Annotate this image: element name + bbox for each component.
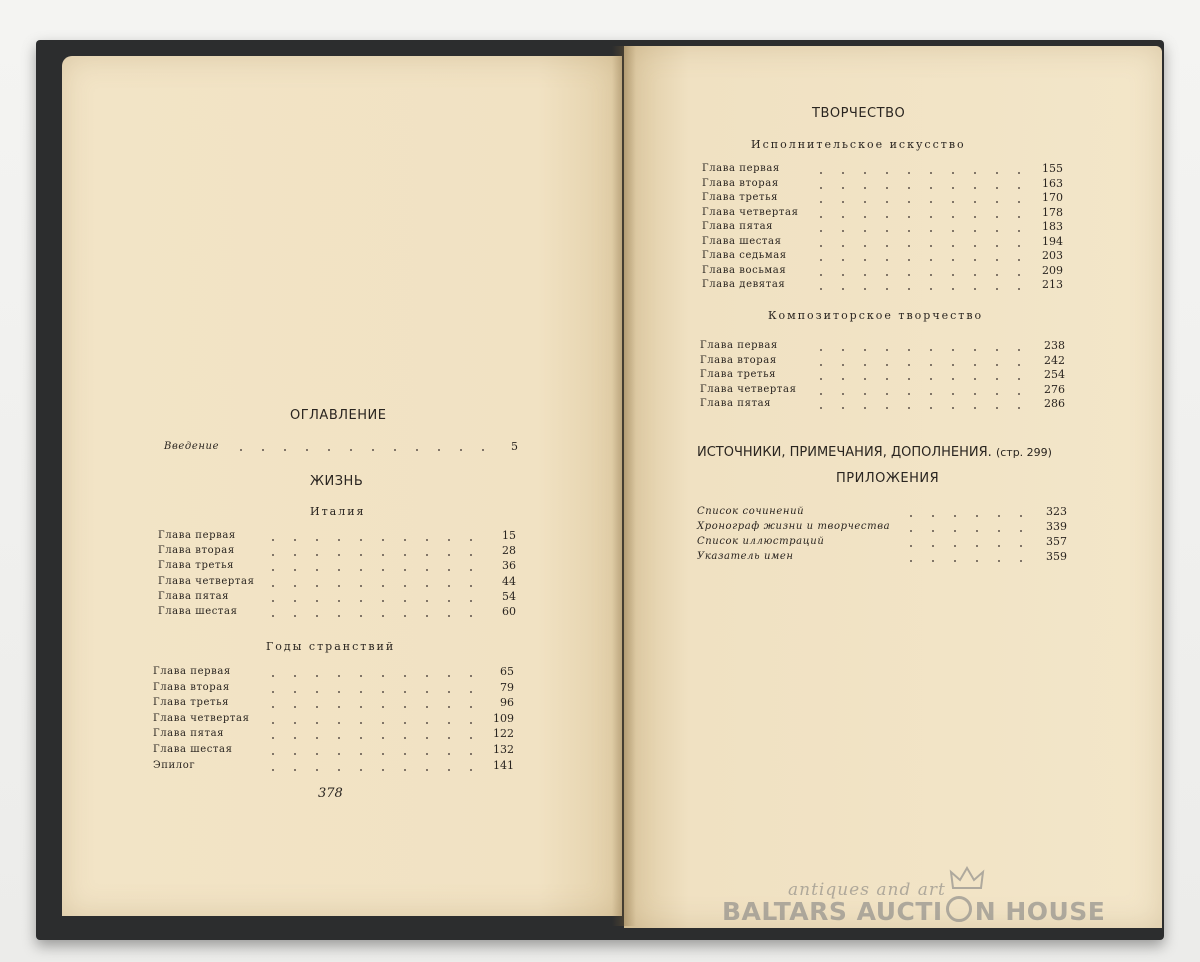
subsection-italy: Италия [310,505,366,518]
wandering-entry-label: Эпилог [153,759,196,771]
italy-entry-leader [262,539,490,541]
performing-entry-page: 183 [1042,220,1063,233]
performing-entry-leader [810,274,1026,276]
appendix-entry-page: 339 [1046,520,1067,533]
appendix-entry-page: 359 [1046,550,1067,563]
performing-entry-label: Глава третья [702,192,779,203]
appendix-entry-label: Указатель имен [697,551,794,562]
wandering-entry-label: Глава шестая [153,744,233,755]
wandering-entry-page: 79 [500,680,514,694]
wandering-entry-label: Глава третья [153,697,230,709]
performing-entry-page: 155 [1042,162,1063,175]
performing-entry-label: Глава шестая [702,235,782,247]
watermark-brand-end: N HOUSE [974,897,1106,926]
performing-entry-leader [810,259,1026,261]
appendix-entry-leader [900,530,1030,532]
italy-entry-label: Глава четвертая [158,575,255,587]
section-life: ЖИЗНЬ [310,474,364,489]
intro-leader [230,449,500,451]
performing-entry-label: Глава первая [702,163,780,174]
composing-entry-label: Глава первая [700,340,778,351]
italy-entry-label: Глава шестая [158,606,238,617]
performing-entry-label: Глава вторая [702,177,779,189]
composing-entry-leader [810,393,1026,395]
appendix-entry-leader [900,545,1030,547]
performing-entry-label: Глава восьмая [702,264,787,276]
composing-entry-leader [810,364,1026,366]
performing-entry-page: 170 [1042,191,1063,204]
performing-entry-leader [810,245,1026,247]
subsection-composing: Композиторское творчество [768,309,984,322]
wandering-entry-page: 132 [493,743,514,756]
italy-entry-label: Глава пятая [158,590,230,602]
wandering-entry-page: 96 [500,696,514,710]
italy-entry-leader [262,615,490,617]
intro-page: 5 [511,440,518,453]
italy-entry-label: Глава вторая [158,545,235,557]
composing-entry-page: 242 [1044,353,1065,367]
appendix-heading: ПРИЛОЖЕНИЯ [836,471,940,486]
performing-entry-page: 163 [1042,176,1063,190]
performing-entry-label: Глава пятая [702,221,774,232]
performing-entry-label: Глава девятая [702,279,786,290]
crown-icon [949,866,985,890]
performing-entry-label: Глава четвертая [702,206,799,218]
performing-entry-page: 178 [1042,205,1063,219]
performing-entry-leader [810,172,1026,174]
wandering-entry-label: Глава четвертая [153,712,250,724]
wandering-entry-leader [262,769,480,771]
wandering-entry-page: 65 [500,665,514,678]
wandering-entry-page: 141 [493,758,514,772]
appendix-entry-label: Список иллюстраций [697,536,825,547]
composing-entry-page: 276 [1044,382,1065,396]
watermark-brand [722,896,1105,926]
wandering-entry-page: 122 [493,727,514,741]
performing-entry-label: Глава седьмая [702,250,787,261]
italy-entry-leader [262,569,490,571]
performing-entry-leader [810,201,1026,203]
performing-entry-page: 203 [1042,249,1063,262]
composing-entry-leader [810,349,1026,351]
wandering-entry-leader [262,691,480,693]
italy-entry-page: 60 [502,605,516,618]
italy-entry-leader [262,554,490,556]
intro-label: Введение [164,441,220,452]
book-spine [612,46,636,926]
composing-entry-page: 238 [1044,339,1065,352]
composing-entry-label: Глава четвертая [700,383,797,395]
subsection-performing: Исполнительское искусство [751,138,966,151]
composing-entry-label: Глава вторая [700,354,777,366]
appendix-entry-label: Список сочинений [697,506,805,517]
performing-entry-leader [810,288,1026,290]
italy-entry-leader [262,600,490,602]
performing-entry-leader [810,230,1026,232]
watermark-brand-start: BALTARS AUCTI [722,897,943,926]
sources-page: (стр. 299) [995,446,1052,459]
appendix-entry-page: 323 [1046,505,1067,518]
performing-entry-page: 209 [1042,263,1063,277]
wandering-entry-leader [262,722,480,724]
italy-entry-page: 28 [502,544,516,558]
performing-entry-page: 213 [1042,278,1063,291]
page-number: 378 [318,786,343,801]
watermark-tagline: antiques and art [788,880,946,900]
italy-entry-page: 36 [502,559,516,573]
composing-entry-page: 286 [1044,397,1065,411]
toc-title: ОГЛАВЛЕНИЕ [290,408,387,423]
composing-entry-label: Глава третья [700,369,777,381]
appendix-entry-leader [900,560,1030,562]
watermark-o-icon [946,896,972,922]
wandering-entry-label: Глава вторая [153,681,230,693]
wandering-entry-page: 109 [493,711,514,725]
italy-entry-page: 54 [502,589,516,603]
performing-entry-leader [810,216,1026,218]
appendix-entry-leader [900,515,1030,517]
italy-entry-label: Глава третья [158,560,235,572]
performing-entry-page: 194 [1042,234,1063,248]
sources-heading [697,445,1052,460]
wandering-entry-leader [262,675,480,677]
section-creativity: ТВОРЧЕСТВО [812,106,906,121]
wandering-entry-leader [262,737,480,739]
sources-label: ИСТОЧНИКИ, ПРИМЕЧАНИЯ, ДОПОЛНЕНИЯ. [697,445,992,460]
composing-entry-page: 254 [1044,368,1065,382]
italy-entry-page: 15 [502,529,516,542]
wandering-entry-leader [262,753,480,755]
wandering-entry-label: Глава первая [153,666,231,677]
italy-entry-label: Глава первая [158,530,236,541]
wandering-entry-label: Глава пятая [153,728,225,740]
composing-entry-leader [810,407,1026,409]
appendix-entry-label: Хронограф жизни и творчества [697,521,891,532]
appendix-entry-page: 357 [1046,535,1067,548]
performing-entry-leader [810,187,1026,189]
italy-entry-page: 44 [502,574,516,588]
composing-entry-label: Глава пятая [700,398,772,410]
subsection-wanderings: Годы странствий [266,640,396,653]
wandering-entry-leader [262,706,480,708]
composing-entry-leader [810,378,1026,380]
italy-entry-leader [262,585,490,587]
